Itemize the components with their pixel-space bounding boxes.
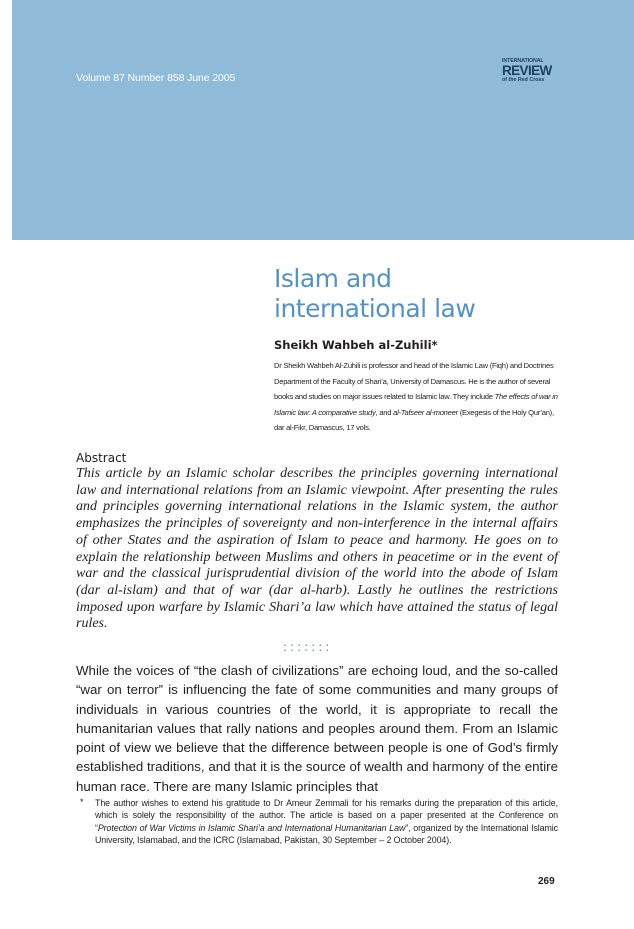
footnote-text-2: ”, organized by the International Islamic University, Islamabad, and the ICRC (Islamabad, Pakistan, 30 September – 2 October 2004). — [95, 822, 558, 845]
logo-bottom-text: of the Red Cross — [502, 77, 545, 83]
bio-text-3: (Exegesis of the Holy Qur’an), dar al-Fikr, Damascus, 17 vols. — [274, 407, 554, 432]
volume-line: Volume 87 Number 858 June 2005 — [76, 72, 236, 84]
author-bio — [274, 358, 564, 436]
author-name: Sheikh Wahbeh al-Zuhili* — [274, 338, 438, 352]
logo-top-text: INTERNATIONAL — [502, 58, 544, 64]
page-number: 269 — [538, 876, 555, 887]
title-line-1: Islam and — [274, 264, 392, 293]
bio-italic-1: The effects of war in Islamic law: A comparative study — [274, 392, 558, 417]
article-title — [274, 264, 475, 324]
bio-text-1: Dr Sheikh Wahbeh Al-Zuhili is professor and head of the Islamic Law (Fiqh) and Doctrines Department of the Faculty of Shari’a, University of Damascus. He is the author of several books and studies on major issues related to Islamic law. They include — [274, 361, 554, 401]
bio-italic-2: al-Tafseer al-moneer — [393, 407, 458, 417]
body-paragraph: While the voices of “the clash of civilizations” are echoing loud, and the so-called “war on terror” is influencing the fate of some communities and many groups of individuals in various countries of the world, it is appropriate to recall the humanitarian values that rally nations and peoples around them. From an Islamic point of view we believe that the difference between people is one of God’s firmly established traditions, and that it is the source of wealth and harmony of the entire human race. There are many Islamic principles that — [76, 663, 558, 794]
footnote-mark: * — [80, 797, 84, 807]
footnote-italic: Protection of War Victims in Islamic Shari’a and International Humanitarian Law — [97, 822, 406, 833]
bio-text-2: , and — [375, 407, 394, 417]
journal-logo — [502, 58, 558, 83]
footnote-text-1: The author wishes to extend his gratitude to Dr Ameur Zemmali for his remarks during the preparation of this article, which is solely the responsibility of the author. The article is based on a paper presented at the Conference on “ — [95, 798, 558, 833]
footnote — [95, 797, 558, 846]
header-banner — [12, 0, 634, 240]
logo-main-text: REVIEW — [502, 63, 552, 78]
title-line-2: international law — [274, 294, 476, 323]
section-separator: ::::::: — [283, 640, 333, 654]
abstract-heading: Abstract — [76, 451, 127, 465]
abstract-text: This article by an Islamic scholar describes the principles governing international law and international relations from an Islamic viewpoint. After presenting the rules and principles governing international relations in the Islamic system, the author emphasizes the principles of sovereignty and non-interference in the internal affairs of other States and the aspiration of Islam to peace and harmony. He goes on to explain the relationship between Muslims and others in peacetime or in the event of war and the classical jurisprudential division of the world into the abode of Islam (dar al-islam) and that of war (dar al-harb). Lastly he outlines the restrictions imposed upon warfare by Islamic Shari’a law which have attained the status of legal rules. — [76, 466, 558, 632]
